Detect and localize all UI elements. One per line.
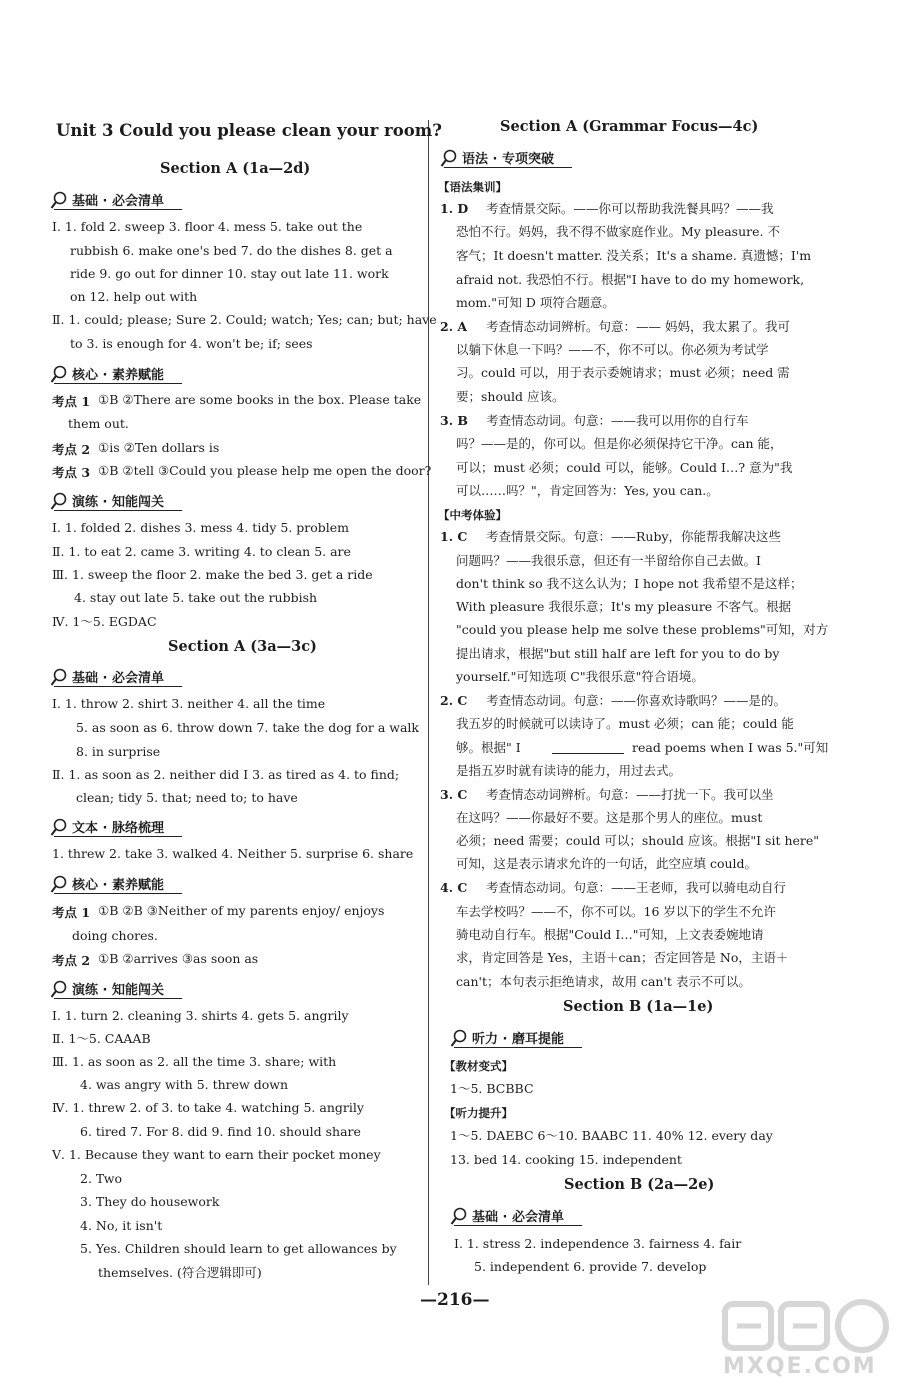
answer-line: 1～5. BCBBC (450, 1081, 534, 1096)
answer-line: 够。根据" I (456, 740, 521, 755)
answer-line: 4. stay out late 5. take out the rubbish (74, 590, 318, 605)
answer-line: 考查情景交际。句意：——Ruby，你能帮我解决这些 (486, 529, 782, 544)
answer-line: ride 9. go out for dinner 10. stay out late 11. work (70, 266, 389, 281)
bracket-heading: 【语法集训】 (438, 180, 507, 194)
answer-line: ①is ②Ten dollars is (98, 440, 220, 455)
answer-line: Ⅰ. 1. fold 2. sweep 3. floor 4. mess 5. take out the (52, 219, 363, 234)
magnifier-icon (50, 492, 68, 512)
answer-line: 吗？——是的，你可以。但是你必须保持它干净。can 能， (456, 436, 783, 451)
answer-line: 考查情态动词辨析。句意：—— 妈妈，我太累了。我可 (486, 319, 790, 334)
answer-line: 考查情态动词。句意：——我可以用你的自行车 (486, 413, 749, 428)
answer-line: 2. Two (80, 1171, 123, 1186)
watermark-text: MXQE.COM (723, 1354, 877, 1379)
answer-line: Ⅲ. 1. sweep the floor 2. make the bed 3. get a ride (52, 567, 373, 582)
answer-line: 可以；must 必须；could 可以，能够。Could I…? 意为"我 (456, 460, 793, 475)
answer-line: 考查情态动词。句意：——你喜欢诗歌吗？——是的。 (486, 693, 787, 708)
answer-line: clean; tidy 5. that; need to; to have (76, 790, 298, 805)
answer-line: 求，肯定回答是 Yes，主语＋can；否定回答是 No，主语＋ (456, 950, 789, 965)
answer-line: "could you please help me solve these problems"可知，对方 (456, 622, 829, 637)
section-title: Section A (1a—2d) (160, 160, 311, 177)
bracket-heading: 【中考体验】 (438, 508, 507, 522)
answer-line: Ⅰ. 1. turn 2. cleaning 3. shirts 4. gets 5. angrily (52, 1008, 349, 1023)
answer-line: 6. tired 7. For 8. did 9. find 10. should share (80, 1124, 361, 1139)
answer-line: Ⅱ. 1. could; please; Sure 2. Could; watch; Yes; can; but; have (52, 312, 437, 327)
magnifier-icon (50, 875, 68, 895)
answer-line: 1. threw 2. take 3. walked 4. Neither 5. surprise 6. share (52, 846, 414, 861)
answer-line: 可以……吗？"，肯定回答为：Yes, you can.。 (456, 483, 719, 498)
kaodian-label: 考点 2 (52, 442, 91, 457)
answer-line: Ⅲ. 1. as soon as 2. all the time 3. share; with (52, 1054, 337, 1069)
answer-line: 8. in surprise (76, 744, 161, 759)
page-number: —216— (420, 1290, 490, 1310)
answer-line: 客气；It doesn't matter. 没关系；It's a shame. 真遗憾；I'm (456, 248, 812, 263)
answer-line: Ⅱ. 1. as soon as 2. neither did I 3. as tired as 4. to find; (52, 767, 400, 782)
answer-line: themselves. (符合逻辑即可) (98, 1265, 262, 1280)
answer-line: can't；本句表示拒绝请求，故用 can't 表示不可以。 (456, 974, 751, 989)
bracket-heading: 【听力提升】 (444, 1106, 513, 1120)
watermark-icon (705, 1298, 895, 1358)
section-title: Section A (Grammar Focus—4c) (500, 118, 759, 135)
answer-line: 4. No, it isn't (80, 1218, 163, 1233)
answer-line: 3. They do housework (80, 1194, 220, 1209)
answer-line: don't think so 我不这么认为；I hope not 我希望不是这样； (456, 576, 803, 591)
answer-line: them out. (68, 416, 129, 431)
answer-line: mom."可知 D 项符合题意。 (456, 295, 615, 310)
question-number: 3. B (440, 413, 468, 428)
answer-line: Ⅰ. 1. folded 2. dishes 3. mess 4. tidy 5. problem (52, 520, 350, 535)
section-title: Section B (2a—2e) (564, 1176, 715, 1193)
magnifier-icon (450, 1207, 468, 1227)
magnifier-icon (440, 149, 458, 169)
question-number: 4. C (440, 880, 468, 895)
answer-line: read poems when I was 5."可知 (632, 740, 829, 755)
answer-line: 13. bed 14. cooking 15. independent (450, 1152, 682, 1167)
answer-line: With pleasure 我很乐意；It's my pleasure 不客气。根据 (456, 599, 792, 614)
answer-line: doing chores. (72, 928, 158, 943)
answer-line: to 3. is enough for 4. won't be; if; sees (70, 336, 313, 351)
heading-text: 演练 · 知能闯关 (72, 983, 164, 998)
heading-text: 核心 · 素养赋能 (72, 878, 164, 893)
heading-text: 演练 · 知能闯关 (72, 495, 164, 510)
heading-text: 基础 · 必会清单 (72, 194, 164, 209)
answer-line: rubbish 6. make one's bed 7. do the dishes 8. get a (70, 243, 393, 258)
answer-line: ①B ②arrives ③as soon as (98, 951, 259, 966)
answer-line: 必须；need 需要；could 可以；should 应该。根据"I sit here" (456, 833, 820, 848)
answer-line: 我五岁的时候就可以读诗了。must 必须；can 能；could 能 (456, 716, 794, 731)
heading-text: 基础 · 必会清单 (472, 1210, 564, 1225)
question-number: 2. C (440, 693, 468, 708)
answer-line: 5. Yes. Children should learn to get allowances by (80, 1241, 397, 1256)
answer-line: 4. was angry with 5. threw down (80, 1077, 288, 1092)
kaodian-label: 考点 1 (52, 905, 91, 920)
question-number: 1. D (440, 201, 469, 216)
answer-line: 5. independent 6. provide 7. develop (474, 1259, 707, 1274)
bracket-heading: 【教材变式】 (444, 1059, 513, 1073)
kaodian-label: 考点 2 (52, 953, 91, 968)
watermark-logo (705, 1298, 895, 1388)
question-number: 2. A (440, 319, 468, 334)
answer-line: Ⅰ. 1. throw 2. shirt 3. neither 4. all the time (52, 696, 326, 711)
question-number: 3. C (440, 787, 468, 802)
answer-line: 1～5. DAEBC 6～10. BAABC 11. 40% 12. every day (450, 1128, 773, 1143)
heading-text: 核心 · 素养赋能 (72, 368, 164, 383)
magnifier-icon (50, 365, 68, 385)
answer-line: 习。could 可以，用于表示委婉请求；must 必须；need 需 (456, 365, 790, 380)
fill-blank (552, 753, 624, 754)
answer-line: 问题吗？——我很乐意，但还有一半留给你自己去做。I (456, 553, 761, 568)
answer-line: ①B ②tell ③Could you please help me open the door? (98, 463, 432, 478)
answer-line: 恐怕不行。妈妈，我不得不做家庭作业。My pleasure. 不 (456, 224, 780, 239)
magnifier-icon (50, 980, 68, 1000)
answer-line: 考查情态动词辨析。句意：——打扰一下。我可以坐 (486, 787, 774, 802)
magnifier-icon (50, 191, 68, 211)
answer-line: 可知，这是表示请求允许的一句话，此空应填 could。 (456, 856, 758, 871)
answer-line: Ⅱ. 1. to eat 2. came 3. writing 4. to clean 5. are (52, 544, 351, 559)
answer-line: 考查情景交际。——你可以帮助我洗餐具吗？——我 (486, 201, 774, 216)
answer-line: 骑电动自行车。根据"Could I…"可知，上文表委婉地请 (456, 927, 764, 942)
answer-line: Ⅱ. 1～5. CAAAB (52, 1031, 151, 1046)
answer-line: 考查情态动词。句意：——王老师，我可以骑电动自行 (486, 880, 787, 895)
answer-line: 车去学校吗？——不，你不可以。16 岁以下的学生不允许 (456, 904, 776, 919)
answer-line: Ⅴ. 1. Because they want to earn their pocket money (52, 1147, 381, 1162)
magnifier-icon (50, 668, 68, 688)
answer-line: yourself."可知选项 C"我很乐意"符合语境。 (456, 669, 704, 684)
answer-line: on 12. help out with (70, 289, 198, 304)
answer-line: Ⅰ. 1. stress 2. independence 3. fairness 4. fair (454, 1236, 742, 1251)
answer-line: 5. as soon as 6. throw down 7. take the dog for a walk (76, 720, 419, 735)
section-title: Section B (1a—1e) (563, 998, 714, 1015)
kaodian-label: 考点 1 (52, 394, 91, 409)
unit-title: Unit 3 Could you please clean your room? (56, 121, 442, 140)
heading-text: 听力 · 磨耳提能 (472, 1032, 564, 1047)
answer-line: 是指五岁时就有读诗的能力，用过去式。 (456, 763, 682, 778)
magnifier-icon (50, 818, 68, 838)
answer-line: ①B ②B ③Neither of my parents enjoy/ enjoys (98, 903, 385, 918)
question-number: 1. C (440, 529, 468, 544)
kaodian-label: 考点 3 (52, 465, 91, 480)
answer-line: 在这吗？——你最好不要。这是那个男人的座位。must (456, 810, 763, 825)
answer-line: ①B ②There are some books in the box. Please take (98, 392, 422, 407)
column-divider (428, 120, 429, 1285)
magnifier-icon (450, 1029, 468, 1049)
answer-line: Ⅳ. 1. threw 2. of 3. to take 4. watching 5. angrily (52, 1100, 364, 1115)
answer-line: afraid not. 我恐怕不行。根据"I have to do my homework, (456, 272, 805, 287)
answer-line: 提出请求，根据"but still half are left for you to do by (456, 646, 780, 661)
heading-text: 基础 · 必会清单 (72, 671, 164, 686)
answer-line: 要；should 应该。 (456, 389, 565, 404)
answer-line: Ⅳ. 1～5. EGDAC (52, 614, 157, 629)
heading-text: 语法 · 专项突破 (462, 152, 554, 167)
section-title: Section A (3a—3c) (168, 638, 317, 655)
answer-line: 以躺下休息一下吗？——不，你不可以。你必须为考试学 (456, 342, 769, 357)
heading-text: 文本 · 脉络梳理 (72, 821, 164, 836)
